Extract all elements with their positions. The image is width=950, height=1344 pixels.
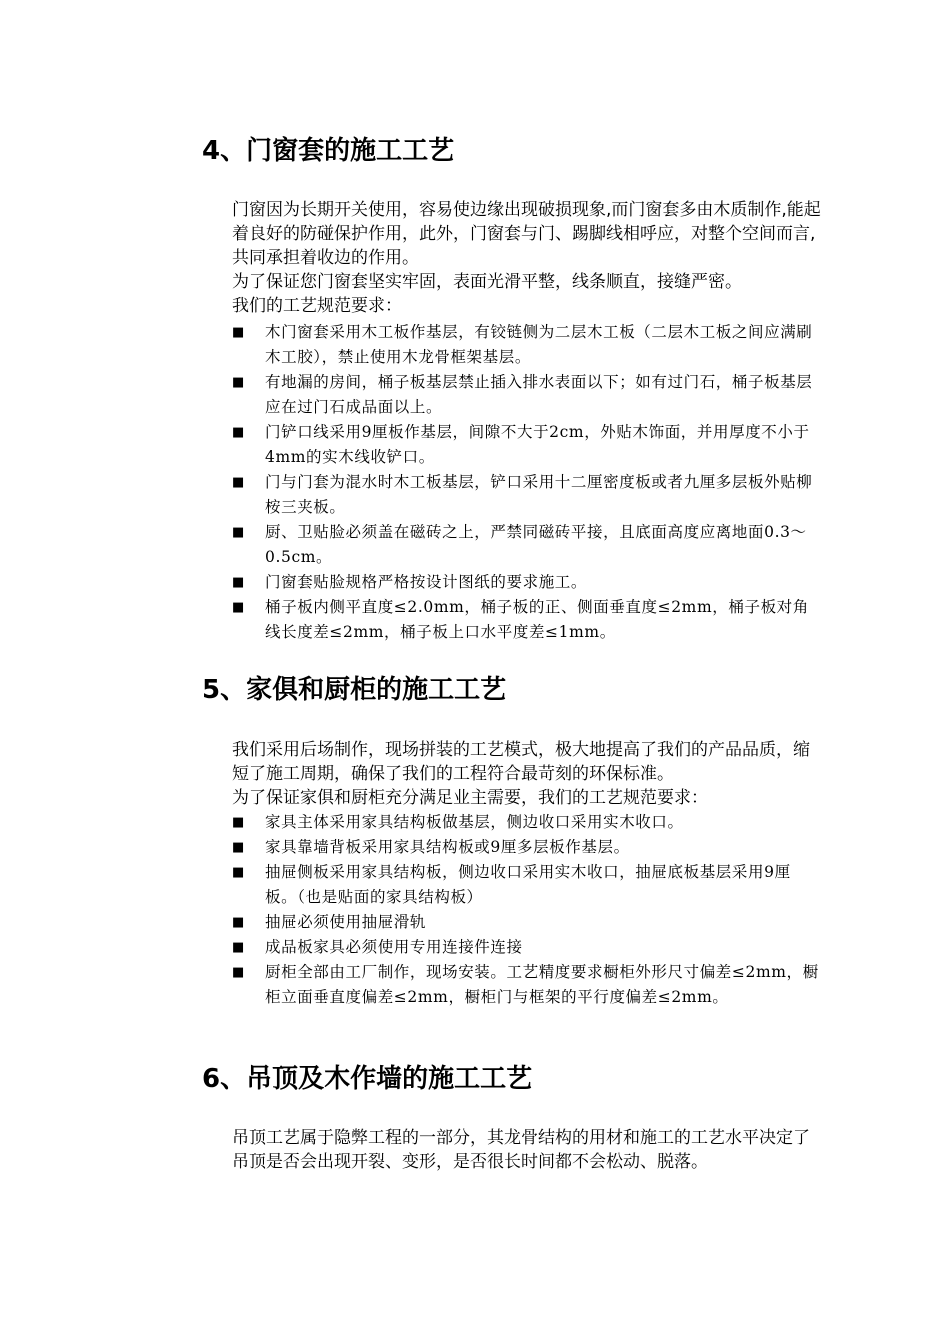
list-item: ■ 木门窗套采用木工板作基层，有铰链侧为二层木工板（二层木工板之间应满刷木工胶），禁止使用木龙骨框架基层。 bbox=[232, 320, 822, 370]
paragraph: 我们的工艺规范要求： bbox=[232, 296, 402, 316]
bullet-icon: ■ bbox=[232, 940, 245, 955]
bullet-icon: ■ bbox=[232, 325, 245, 340]
list-item: ■ 门与门套为混水时木工板基层，铲口采用十二厘密度板或者九厘多层板外贴柳桉三夹板。 bbox=[232, 470, 822, 520]
bullet-icon: ■ bbox=[232, 375, 245, 390]
list-item: ■ 有地漏的房间，桶子板基层禁止插入排水表面以下；如有过门石，桶子板基层应在过门石成品面以上。 bbox=[232, 370, 822, 420]
bullet-icon: ■ bbox=[232, 815, 245, 830]
list-item: ■ 门窗套贴脸规格严格按设计图纸的要求施工。 bbox=[232, 570, 822, 595]
bullet-icon: ■ bbox=[232, 840, 245, 855]
section-heading-6: 6、吊顶及木作墙的施工工艺 bbox=[202, 1064, 533, 1094]
section-4-intro bbox=[232, 198, 822, 318]
section-6-intro bbox=[232, 1126, 822, 1174]
bullet-icon: ■ bbox=[232, 425, 245, 440]
bullet-icon: ■ bbox=[232, 575, 245, 590]
list-item: ■ 厨柜全部由工厂制作，现场安装。工艺精度要求橱柜外形尺寸偏差≤2mm，橱柜立面垂直度偏差≤2mm，橱柜门与框架的平行度偏差≤2mm。 bbox=[232, 960, 822, 1010]
list-item: ■ 成品板家具必须使用专用连接件连接 bbox=[232, 935, 822, 960]
section-heading-5: 5、家俱和厨柜的施工工艺 bbox=[202, 675, 507, 705]
paragraph: 我们采用后场制作，现场拼装的工艺模式，极大地提高了我们的产品品质，缩短了施工周期，确保了我们的工程符合最苛刻的环保标准。 bbox=[232, 740, 810, 784]
list-item: ■ 桶子板内侧平直度≤2.0mm，桶子板的正、侧面垂直度≤2mm，桶子板对角线长度差≤2mm，桶子板上口水平度差≤1mm。 bbox=[232, 595, 822, 645]
paragraph: 门窗因为长期开关使用，容易使边缘出现破损现象,而门窗套多由木质制作,能起着良好的防碰保护作用，此外，门窗套与门、踢脚线相呼应，对整个空间而言,共同承担着收边的作用。 bbox=[232, 200, 821, 268]
bullet-icon: ■ bbox=[232, 475, 245, 490]
bullet-icon: ■ bbox=[232, 525, 245, 540]
bullet-icon: ■ bbox=[232, 965, 245, 980]
list-item: ■ 抽屉必须使用抽屉滑轨 bbox=[232, 910, 822, 935]
paragraph: 吊顶工艺属于隐弊工程的一部分，其龙骨结构的用材和施工的工艺水平决定了吊顶是否会出现开裂、变形，是否很长时间都不会松动、脱落。 bbox=[232, 1128, 810, 1172]
paragraph: 为了保证您门窗套坚实牢固，表面光滑平整，线条顺直，接缝严密。 bbox=[232, 272, 742, 292]
list-item: ■ 厨、卫贴脸必须盖在磁砖之上，严禁同磁砖平接，且底面高度应离地面0.3～0.5cm。 bbox=[232, 520, 822, 570]
paragraph: 为了保证家俱和厨柜充分满足业主需要，我们的工艺规范要求： bbox=[232, 788, 708, 808]
list-item: ■ 抽屉侧板采用家具结构板，侧边收口采用实木收口，抽屉底板基层采用9厘板。（也是贴面的家具结构板） bbox=[232, 860, 822, 910]
section-4-requirements-list bbox=[232, 320, 822, 645]
section-5-requirements-list bbox=[232, 810, 822, 1010]
section-heading-4: 4、门窗套的施工工艺 bbox=[202, 136, 455, 166]
list-item: ■ 家具靠墙背板采用家具结构板或9厘多层板作基层。 bbox=[232, 835, 822, 860]
list-item: ■ 家具主体采用家具结构板做基层，侧边收口采用实木收口。 bbox=[232, 810, 822, 835]
bullet-icon: ■ bbox=[232, 865, 245, 880]
list-item: ■ 门铲口线采用9厘板作基层，间隙不大于2cm，外贴木饰面，并用厚度不小于4mm的实木线收铲口。 bbox=[232, 420, 822, 470]
bullet-icon: ■ bbox=[232, 600, 245, 615]
bullet-icon: ■ bbox=[232, 915, 245, 930]
section-5-intro bbox=[232, 738, 822, 810]
